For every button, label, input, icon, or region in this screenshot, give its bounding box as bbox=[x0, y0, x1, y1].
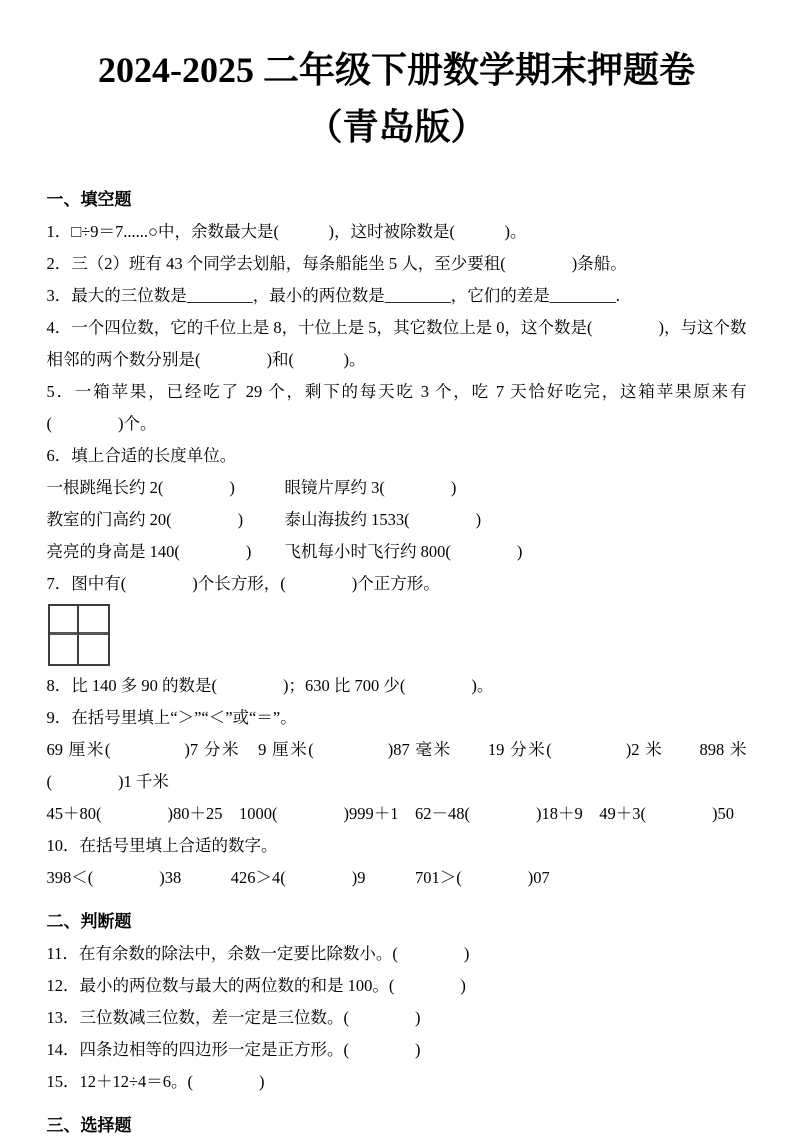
question-3: 3．最大的三位数是________，最小的两位数是________，它们的差是________. bbox=[46, 286, 620, 305]
length-unit-row-3-left: 亮亮的身高是 140( ) bbox=[46, 542, 252, 561]
length-unit-row-1-right: 眼镜片厚约 3( ) bbox=[284, 478, 457, 497]
question-1: 1．□÷9＝7......○中，余数最大是( )，这时被除数是( )。 bbox=[46, 222, 527, 241]
section-heading-true-false: 二、判断题 bbox=[46, 912, 132, 931]
question-5: 5．一箱苹果，已经吃了 29 个，剩下的每天吃 3 个，吃 7 天恰好吃完，这箱苹果原来有( )个。 bbox=[46, 382, 747, 433]
grid-cell bbox=[50, 635, 79, 664]
length-unit-row-1 bbox=[47, 472, 747, 504]
question-10: 10．在括号里填上合适的数字。 bbox=[46, 836, 278, 855]
question-4: 4．一个四位数，它的千位上是 8，十位上是 5，其它数位上是 0，这个数是( )，与这个数相邻的两个数分别是( )和( )。 bbox=[46, 318, 747, 369]
length-unit-row-2-left: 教室的门高约 20( ) bbox=[46, 510, 244, 529]
question-2: 2．三（2）班有 43 个同学去划船，每条船能坐 5 人，至少要租( )条船。 bbox=[46, 254, 627, 273]
question-9: 9．在括号里填上“＞”“＜”或“＝”。 bbox=[46, 708, 297, 727]
grid-cell bbox=[50, 606, 79, 635]
question-10-digits-row: 398＜( )38 426＞4( )9 701＞( )07 bbox=[46, 868, 550, 887]
grid-cell bbox=[79, 635, 108, 664]
length-unit-row-3-right: 飞机每小时飞行约 800( ) bbox=[284, 542, 523, 561]
exam-body bbox=[47, 184, 747, 1142]
question-15: 15．12＋12÷4＝6。( ) bbox=[46, 1072, 265, 1091]
exam-page bbox=[47, 0, 747, 1142]
length-unit-row-1-left: 一根跳绳长约 2( ) bbox=[46, 478, 235, 497]
question-11: 11．在有余数的除法中，余数一定要比除数小。( ) bbox=[46, 944, 470, 963]
question-13: 13．三位数减三位数，差一定是三位数。( ) bbox=[46, 1008, 421, 1027]
length-unit-row-2 bbox=[47, 504, 747, 536]
title-line-2: （青岛版） bbox=[306, 107, 487, 147]
rectangles-grid-figure bbox=[48, 604, 110, 666]
question-8: 8．比 140 多 90 的数是( )；630 比 700 少( )。 bbox=[46, 676, 494, 695]
grid-cell bbox=[79, 606, 108, 635]
page-title bbox=[47, 42, 747, 156]
length-unit-row-2-right: 泰山海拔约 1533( ) bbox=[284, 510, 482, 529]
question-12: 12．最小的两位数与最大的两位数的和是 100。( ) bbox=[46, 976, 466, 995]
question-9-compare-row-1: 69 厘米( )7 分米 9 厘米( )87 毫米 19 分米( )2 米 898 米( )1 千米 bbox=[46, 740, 747, 791]
section-heading-multiple-choice: 三、选择题 bbox=[46, 1116, 132, 1135]
question-7: 7．图中有( )个长方形，( )个正方形。 bbox=[46, 574, 440, 593]
question-14: 14．四条边相等的四边形一定是正方形。( ) bbox=[46, 1040, 421, 1059]
length-unit-row-3 bbox=[47, 536, 747, 568]
section-heading-fill-in-blanks: 一、填空题 bbox=[46, 190, 132, 209]
title-line-1: 2024-2025 二年级下册数学期末押题卷 bbox=[98, 50, 695, 90]
question-9-compare-row-2: 45＋80( )80＋25 1000( )999＋1 62－48( )18＋9 49＋3( )50 bbox=[46, 804, 734, 823]
question-6: 6．填上合适的长度单位。 bbox=[46, 446, 237, 465]
